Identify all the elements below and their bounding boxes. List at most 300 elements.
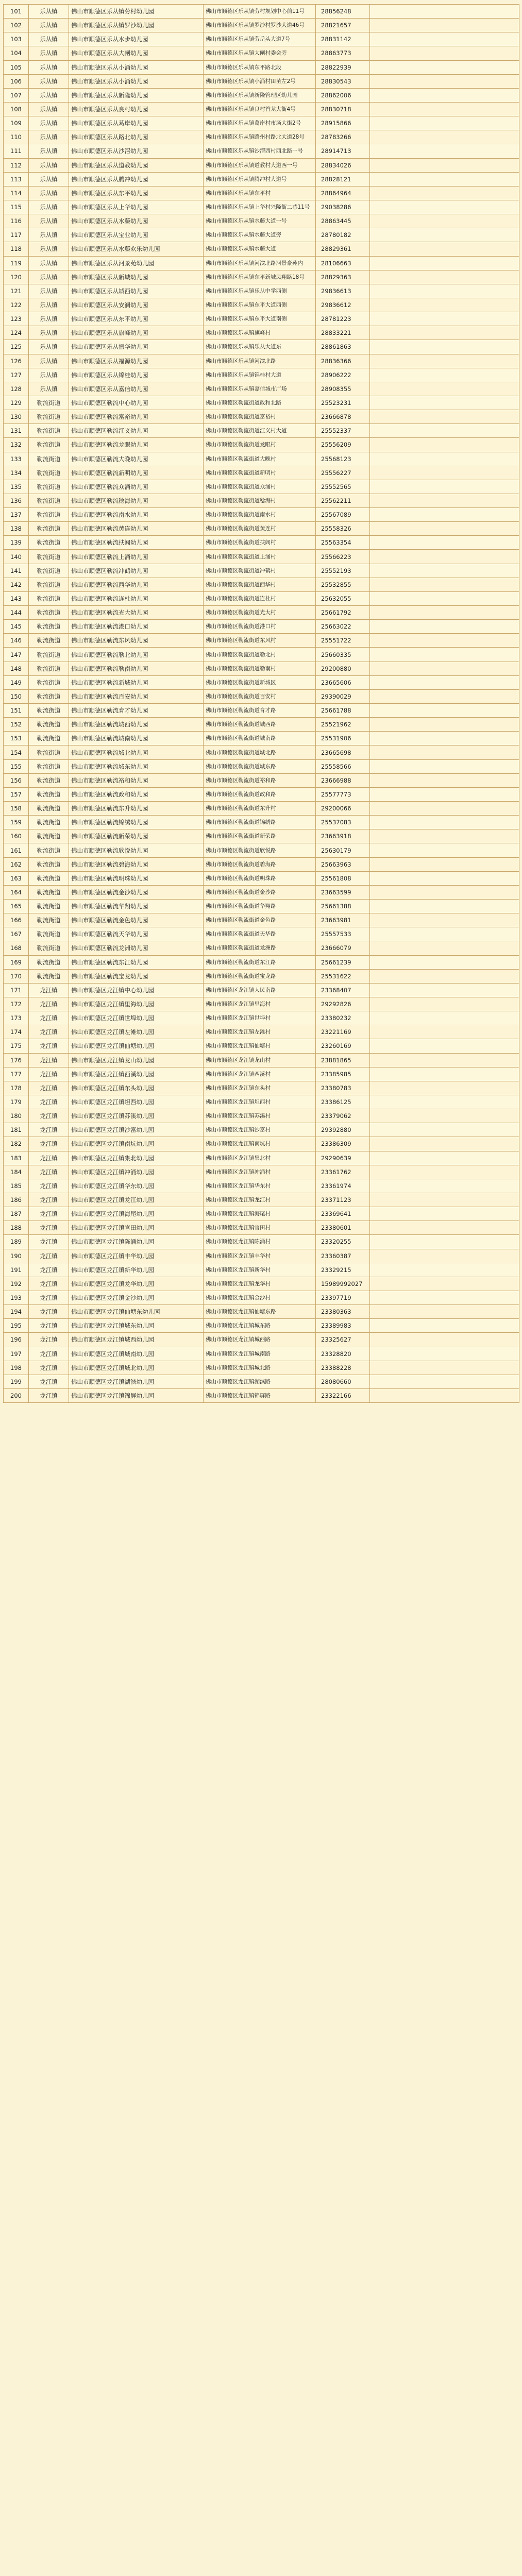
address-cell: 佛山市顺德区龙江镇锦屏路: [204, 1388, 316, 1402]
phone-cell: 23389983: [316, 1319, 370, 1333]
address-cell: 佛山市顺德区勒流街道黄连村: [204, 522, 316, 536]
row-number: 150: [4, 689, 29, 703]
town-cell: 勒流街道: [29, 591, 69, 605]
empty-cell: [370, 634, 519, 648]
empty-cell: [370, 410, 519, 424]
town-cell: 龙江镇: [29, 1053, 69, 1067]
school-name-cell: 佛山市顺德区龙江镇城西幼儿园: [69, 1333, 204, 1347]
address-cell: 佛山市顺德区乐从镇旗峰村: [204, 326, 316, 340]
empty-cell: [370, 606, 519, 620]
table-row: [4, 550, 519, 564]
town-cell: 龙江镇: [29, 1221, 69, 1235]
phone-cell: 25557533: [316, 927, 370, 941]
town-cell: 勒流街道: [29, 718, 69, 732]
school-name-cell: 佛山市顺德区勒流锦绣幼儿园: [69, 816, 204, 829]
empty-cell: [370, 816, 519, 829]
school-name-cell: 佛山市顺德区勒流东江幼儿园: [69, 955, 204, 969]
table-row: [4, 410, 519, 424]
school-name-cell: 佛山市顺德区龙江镇湖滨幼儿园: [69, 1375, 204, 1388]
school-name-cell: 佛山市顺德区勒流政和幼儿园: [69, 787, 204, 801]
table-row: [4, 1081, 519, 1095]
town-cell: 勒流街道: [29, 927, 69, 941]
row-number: 145: [4, 620, 29, 634]
phone-cell: 23380232: [316, 1011, 370, 1025]
row-number: 104: [4, 46, 29, 60]
table-row: [4, 144, 519, 158]
school-name-cell: 佛山市顺德区勒流宝龙幼儿园: [69, 969, 204, 983]
table-row: [4, 1011, 519, 1025]
table-row: [4, 270, 519, 284]
row-number: 133: [4, 452, 29, 466]
empty-cell: [370, 829, 519, 843]
address-cell: 佛山市顺德区龙江镇南坑村: [204, 1137, 316, 1151]
empty-cell: [370, 1305, 519, 1319]
row-number: 137: [4, 508, 29, 522]
town-cell: 勒流街道: [29, 508, 69, 522]
table-row: [4, 1137, 519, 1151]
row-number: 103: [4, 32, 29, 46]
row-number: 121: [4, 284, 29, 298]
phone-cell: 23380783: [316, 1081, 370, 1095]
address-cell: 佛山市顺德区乐从镇水藤大道: [204, 242, 316, 256]
phone-cell: 25566223: [316, 550, 370, 564]
town-cell: 乐从镇: [29, 326, 69, 340]
phone-cell: 29392880: [316, 1123, 370, 1137]
phone-cell: 23666988: [316, 773, 370, 787]
phone-cell: 23325627: [316, 1333, 370, 1347]
town-cell: 乐从镇: [29, 354, 69, 368]
table-row: [4, 662, 519, 675]
school-name-cell: 佛山市顺德区乐从新隆幼儿园: [69, 88, 204, 102]
town-cell: 勒流街道: [29, 452, 69, 466]
row-number: 193: [4, 1291, 29, 1304]
address-cell: 佛山市顺德区勒流街道城东路: [204, 759, 316, 773]
phone-cell: 25531622: [316, 969, 370, 983]
town-cell: 龙江镇: [29, 1193, 69, 1207]
address-cell: 佛山市顺德区勒流街道锦绣路: [204, 816, 316, 829]
address-cell: 佛山市顺德区龙江镇里海村: [204, 997, 316, 1011]
school-name-cell: 佛山市顺德区勒流光大幼儿园: [69, 606, 204, 620]
town-cell: 乐从镇: [29, 158, 69, 172]
table-row: [4, 452, 519, 466]
phone-cell: 28861863: [316, 340, 370, 354]
phone-cell: 25523231: [316, 396, 370, 410]
phone-cell: 25552193: [316, 564, 370, 578]
phone-cell: 25531906: [316, 732, 370, 745]
address-cell: 佛山市顺德区乐从镇新隆管理区幼儿园: [204, 88, 316, 102]
address-cell: 佛山市顺德区勒流街道华翔路: [204, 900, 316, 913]
table-row: [4, 19, 519, 32]
empty-cell: [370, 186, 519, 200]
address-cell: 佛山市顺德区龙江镇世埠村: [204, 1011, 316, 1025]
row-number: 184: [4, 1165, 29, 1179]
empty-cell: [370, 438, 519, 452]
row-number: 118: [4, 242, 29, 256]
town-cell: 勒流街道: [29, 871, 69, 885]
phone-cell: 28830718: [316, 102, 370, 116]
school-name-cell: 佛山市顺德区勒流新明幼儿园: [69, 466, 204, 480]
empty-cell: [370, 1137, 519, 1151]
table-row: [4, 759, 519, 773]
table-row: [4, 1249, 519, 1263]
school-name-cell: 佛山市顺德区龙江镇龙江幼儿园: [69, 1193, 204, 1207]
table-row: [4, 242, 519, 256]
town-cell: 龙江镇: [29, 1123, 69, 1137]
phone-cell: 25661792: [316, 606, 370, 620]
row-number: 179: [4, 1095, 29, 1109]
school-name-cell: 佛山市顺德区乐从嘉信幼儿园: [69, 382, 204, 396]
empty-cell: [370, 116, 519, 130]
empty-cell: [370, 927, 519, 941]
empty-cell: [370, 32, 519, 46]
school-name-cell: 佛山市顺德区勒流大晚幼儿园: [69, 452, 204, 466]
table-row: [4, 424, 519, 438]
table-row: [4, 1263, 519, 1277]
row-number: 165: [4, 900, 29, 913]
school-name-cell: 佛山市顺德区勒流龙洲幼儿园: [69, 941, 204, 955]
phone-cell: 25630179: [316, 843, 370, 857]
address-cell: 佛山市顺德区龙江镇苏溪村: [204, 1109, 316, 1123]
address-cell: 佛山市顺德区乐从镇小涌村田苗左2号: [204, 74, 316, 88]
school-name-cell: 佛山市顺德区乐从路北幼儿园: [69, 130, 204, 144]
phone-cell: 23665606: [316, 675, 370, 689]
table-row: [4, 522, 519, 536]
phone-cell: 29200880: [316, 662, 370, 675]
town-cell: 乐从镇: [29, 32, 69, 46]
school-name-cell: 佛山市顺德区勒流金色幼儿园: [69, 913, 204, 927]
empty-cell: [370, 591, 519, 605]
table-row: [4, 228, 519, 242]
empty-cell: [370, 1235, 519, 1249]
empty-cell: [370, 396, 519, 410]
table-row: [4, 102, 519, 116]
school-name-cell: 佛山市顺德区勒流百安幼儿园: [69, 689, 204, 703]
row-number: 122: [4, 298, 29, 312]
town-cell: 勒流街道: [29, 941, 69, 955]
table-row: [4, 172, 519, 186]
phone-cell: 23663599: [316, 885, 370, 899]
address-cell: 佛山市顺德区乐从镇罗沙村罗沙大道46号: [204, 19, 316, 32]
empty-cell: [370, 675, 519, 689]
address-cell: 佛山市顺德区乐从镇嘉信城市广场: [204, 382, 316, 396]
table-row: [4, 732, 519, 745]
empty-cell: [370, 885, 519, 899]
school-name-cell: 佛山市顺德区勒流东升幼儿园: [69, 802, 204, 816]
address-cell: 佛山市顺德区乐从镇东平大道西侧: [204, 298, 316, 312]
address-cell: 佛山市顺德区勒流街道龙眼村: [204, 438, 316, 452]
school-name-cell: 佛山市顺德区勒流西华幼儿园: [69, 578, 204, 591]
row-number: 114: [4, 186, 29, 200]
school-name-cell: 佛山市顺德区龙江镇仙塘幼儿园: [69, 1039, 204, 1053]
empty-cell: [370, 1388, 519, 1402]
phone-cell: 23380601: [316, 1221, 370, 1235]
school-name-cell: 佛山市顺德区勒流碧海幼儿园: [69, 857, 204, 871]
school-name-cell: 佛山市顺德区乐从小涌幼儿园: [69, 74, 204, 88]
town-cell: 乐从镇: [29, 88, 69, 102]
row-number: 155: [4, 759, 29, 773]
table-row: [4, 340, 519, 354]
phone-cell: 28863773: [316, 46, 370, 60]
empty-cell: [370, 214, 519, 228]
phone-cell: 28822939: [316, 60, 370, 74]
school-name-cell: 佛山市顺德区龙江镇海尾幼儿园: [69, 1207, 204, 1221]
address-cell: 佛山市顺德区乐从镇河滨北路河景豪苑内: [204, 256, 316, 270]
address-cell: 佛山市顺德区龙江镇龙山村: [204, 1053, 316, 1067]
school-name-cell: 佛山市顺德区乐从东平幼儿园: [69, 312, 204, 326]
empty-cell: [370, 88, 519, 102]
row-number: 152: [4, 718, 29, 732]
table-row: [4, 326, 519, 340]
empty-cell: [370, 1263, 519, 1277]
school-name-cell: 佛山市顺德区勒流南水幼儿园: [69, 508, 204, 522]
table-row: [4, 298, 519, 312]
town-cell: 勒流街道: [29, 816, 69, 829]
address-cell: 佛山市顺德区勒流街道东江路: [204, 955, 316, 969]
school-name-cell: 佛山市顺德区勒流港口幼儿园: [69, 620, 204, 634]
empty-cell: [370, 60, 519, 74]
phone-cell: 23663981: [316, 913, 370, 927]
school-name-cell: 佛山市顺德区勒流龙眼幼儿园: [69, 438, 204, 452]
town-cell: 乐从镇: [29, 46, 69, 60]
phone-cell: 25561808: [316, 871, 370, 885]
phone-cell: 23380363: [316, 1305, 370, 1319]
row-number: 143: [4, 591, 29, 605]
table-row: [4, 620, 519, 634]
table-row: [4, 1067, 519, 1081]
town-cell: 龙江镇: [29, 997, 69, 1011]
address-cell: 佛山市顺德区乐从镇锦桂村大道: [204, 368, 316, 382]
table-row: [4, 913, 519, 927]
address-cell: 佛山市顺德区乐从镇河滨北路: [204, 354, 316, 368]
row-number: 146: [4, 634, 29, 648]
empty-cell: [370, 1067, 519, 1081]
empty-cell: [370, 228, 519, 242]
row-number: 101: [4, 5, 29, 19]
address-cell: 佛山市顺德区勒流街道百安村: [204, 689, 316, 703]
empty-cell: [370, 913, 519, 927]
table-row: [4, 634, 519, 648]
row-number: 195: [4, 1319, 29, 1333]
table-row: [4, 955, 519, 969]
address-cell: 佛山市顺德区勒流街道江义村大道: [204, 424, 316, 438]
town-cell: 勒流街道: [29, 675, 69, 689]
address-cell: 佛山市顺德区勒流街道裕和路: [204, 773, 316, 787]
town-cell: 勒流街道: [29, 704, 69, 718]
school-name-cell: 佛山市顺德区乐从旗峰幼儿园: [69, 326, 204, 340]
row-number: 160: [4, 829, 29, 843]
row-number: 119: [4, 256, 29, 270]
school-name-cell: 佛山市顺德区龙江镇陈涌幼儿园: [69, 1235, 204, 1249]
empty-cell: [370, 1361, 519, 1375]
row-number: 180: [4, 1109, 29, 1123]
table-row: [4, 983, 519, 997]
empty-cell: [370, 969, 519, 983]
table-row: [4, 787, 519, 801]
town-cell: 勒流街道: [29, 424, 69, 438]
phone-cell: 25632055: [316, 591, 370, 605]
phone-cell: 25562211: [316, 494, 370, 507]
table-row: [4, 368, 519, 382]
empty-cell: [370, 1165, 519, 1179]
town-cell: 龙江镇: [29, 983, 69, 997]
empty-cell: [370, 620, 519, 634]
row-number: 170: [4, 969, 29, 983]
empty-cell: [370, 158, 519, 172]
town-cell: 勒流街道: [29, 522, 69, 536]
town-cell: 龙江镇: [29, 1235, 69, 1249]
phone-cell: 23663918: [316, 829, 370, 843]
town-cell: 勒流街道: [29, 732, 69, 745]
address-cell: 佛山市顺德区龙江镇人民南路: [204, 983, 316, 997]
row-number: 140: [4, 550, 29, 564]
school-name-cell: 佛山市顺德区勒流育才幼儿园: [69, 704, 204, 718]
row-number: 124: [4, 326, 29, 340]
town-cell: 勒流街道: [29, 536, 69, 550]
row-number: 172: [4, 997, 29, 1011]
phone-cell: 28829361: [316, 242, 370, 256]
school-name-cell: 佛山市顺德区乐从宝业幼儿园: [69, 228, 204, 242]
town-cell: 龙江镇: [29, 1011, 69, 1025]
address-cell: 佛山市顺德区龙江镇官田村: [204, 1221, 316, 1235]
school-name-cell: 佛山市顺德区乐从水步幼儿园: [69, 32, 204, 46]
row-number: 153: [4, 732, 29, 745]
address-cell: 佛山市顺德区勒流街道富裕村: [204, 410, 316, 424]
town-cell: 勒流街道: [29, 634, 69, 648]
empty-cell: [370, 787, 519, 801]
phone-cell: 23397719: [316, 1291, 370, 1304]
address-cell: 佛山市顺德区勒流街道勒北村: [204, 648, 316, 662]
table-row: [4, 745, 519, 759]
school-name-cell: 佛山市顺德区龙江镇龙华幼儿园: [69, 1277, 204, 1291]
table-row: [4, 466, 519, 480]
phone-cell: 23386309: [316, 1137, 370, 1151]
phone-cell: 28856248: [316, 5, 370, 19]
table-row: [4, 843, 519, 857]
row-number: 183: [4, 1151, 29, 1165]
table-row: [4, 941, 519, 955]
phone-cell: 25558566: [316, 759, 370, 773]
town-cell: 龙江镇: [29, 1277, 69, 1291]
row-number: 129: [4, 396, 29, 410]
town-cell: 乐从镇: [29, 382, 69, 396]
empty-cell: [370, 5, 519, 19]
row-number: 135: [4, 480, 29, 494]
empty-cell: [370, 74, 519, 88]
table-row: [4, 1123, 519, 1137]
school-name-cell: 佛山市顺德区乐从镇劳村幼儿园: [69, 5, 204, 19]
row-number: 181: [4, 1123, 29, 1137]
row-number: 128: [4, 382, 29, 396]
address-cell: 佛山市顺德区勒流街道冲鹤村: [204, 564, 316, 578]
town-cell: 乐从镇: [29, 144, 69, 158]
row-number: 173: [4, 1011, 29, 1025]
address-cell: 佛山市顺德区龙江镇丰华村: [204, 1249, 316, 1263]
table-row: [4, 88, 519, 102]
school-name-cell: 佛山市顺德区龙江镇金沙幼儿园: [69, 1291, 204, 1304]
row-number: 109: [4, 116, 29, 130]
town-cell: 龙江镇: [29, 1361, 69, 1375]
school-name-cell: 佛山市顺德区龙江镇仙塘东幼儿园: [69, 1305, 204, 1319]
row-number: 148: [4, 662, 29, 675]
empty-cell: [370, 1277, 519, 1291]
school-name-cell: 佛山市顺德区勒流金沙幼儿园: [69, 885, 204, 899]
row-number: 125: [4, 340, 29, 354]
address-cell: 佛山市顺德区勒流街道城南路: [204, 732, 316, 745]
address-cell: 佛山市顺德区龙江镇沙富村: [204, 1123, 316, 1137]
town-cell: 龙江镇: [29, 1375, 69, 1388]
town-cell: 乐从镇: [29, 298, 69, 312]
address-cell: 佛山市顺德区乐从镇乐从大道东: [204, 340, 316, 354]
town-cell: 龙江镇: [29, 1151, 69, 1165]
empty-cell: [370, 1291, 519, 1304]
town-cell: 勒流街道: [29, 857, 69, 871]
school-name-cell: 佛山市顺德区龙江镇华东幼儿园: [69, 1179, 204, 1193]
table-row: [4, 704, 519, 718]
empty-cell: [370, 983, 519, 997]
address-cell: 佛山市顺德区龙江镇华东村: [204, 1179, 316, 1193]
row-number: 166: [4, 913, 29, 927]
phone-cell: 28829363: [316, 270, 370, 284]
row-number: 188: [4, 1221, 29, 1235]
row-number: 151: [4, 704, 29, 718]
phone-cell: 28830543: [316, 74, 370, 88]
phone-cell: 29836613: [316, 284, 370, 298]
town-cell: 勒流街道: [29, 689, 69, 703]
row-number: 112: [4, 158, 29, 172]
address-cell: 佛山市顺德区勒流街道大晚村: [204, 452, 316, 466]
empty-cell: [370, 312, 519, 326]
empty-cell: [370, 1375, 519, 1388]
address-cell: 佛山市顺德区勒流街道金色路: [204, 913, 316, 927]
empty-cell: [370, 857, 519, 871]
school-name-cell: 佛山市顺德区乐从水藤欢乐幼儿园: [69, 242, 204, 256]
town-cell: 龙江镇: [29, 1249, 69, 1263]
row-number: 169: [4, 955, 29, 969]
phone-cell: 23665698: [316, 745, 370, 759]
phone-cell: 29292826: [316, 997, 370, 1011]
address-cell: 佛山市顺德区龙江镇仙塘村: [204, 1039, 316, 1053]
empty-cell: [370, 550, 519, 564]
empty-cell: [370, 424, 519, 438]
address-cell: 佛山市顺德区乐从镇劳村规划中心前11号: [204, 5, 316, 19]
phone-cell: 25661388: [316, 900, 370, 913]
address-cell: 佛山市顺德区勒流街道政和路: [204, 787, 316, 801]
address-cell: 佛山市顺德区勒流街道勒南村: [204, 662, 316, 675]
town-cell: 龙江镇: [29, 1207, 69, 1221]
town-cell: 勒流街道: [29, 396, 69, 410]
table-row: [4, 1319, 519, 1333]
phone-cell: 25521962: [316, 718, 370, 732]
address-cell: 佛山市顺德区勒流街道港口村: [204, 620, 316, 634]
school-name-cell: 佛山市顺德区乐从锦桂幼儿园: [69, 368, 204, 382]
town-cell: 龙江镇: [29, 1039, 69, 1053]
town-cell: 勒流街道: [29, 829, 69, 843]
phone-cell: 29038286: [316, 200, 370, 214]
phone-cell: 28836366: [316, 354, 370, 368]
town-cell: 勒流街道: [29, 787, 69, 801]
phone-cell: 25663022: [316, 620, 370, 634]
school-name-cell: 佛山市顺德区乐从沙滘幼儿园: [69, 144, 204, 158]
row-number: 194: [4, 1305, 29, 1319]
address-cell: 佛山市顺德区乐从镇良村首龙大街4号: [204, 102, 316, 116]
row-number: 158: [4, 802, 29, 816]
school-name-cell: 佛山市顺德区乐从镇罗沙幼儿园: [69, 19, 204, 32]
town-cell: 乐从镇: [29, 214, 69, 228]
town-cell: 乐从镇: [29, 5, 69, 19]
address-cell: 佛山市顺德区龙江镇冲涌村: [204, 1165, 316, 1179]
town-cell: 勒流街道: [29, 802, 69, 816]
row-number: 175: [4, 1039, 29, 1053]
